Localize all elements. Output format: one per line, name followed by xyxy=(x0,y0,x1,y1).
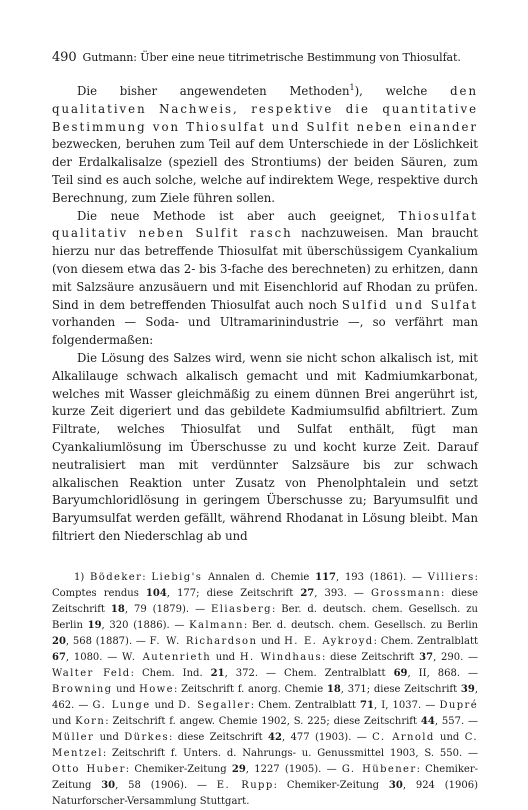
author-name: F. W. Richardson xyxy=(149,635,258,647)
volume-number: 104 xyxy=(145,587,167,599)
volume-number: 27 xyxy=(300,587,315,599)
text-run: vorhanden — Soda- und Ultramarinindustrie —, so verfährt man folgendermaßen: xyxy=(52,315,478,348)
author-name: G. Hübener xyxy=(341,763,417,775)
text-run: : Chemiker-Zeitung xyxy=(273,779,389,791)
text-run: , 393. — xyxy=(314,587,371,599)
text-run: : Chem. Ind. xyxy=(130,667,211,679)
emphasis-text: Thiosulfat qualitativ neben Sulfit rasch xyxy=(52,208,478,241)
text-run: bezwecken, beruhen zum Teil auf dem Unterschiede in der Löslichkeit der Erdalkalisalze (speziell des Strontiums) der beiden Säuren, zum Teil sind es auch solche, welche auf indirektem Wege, respektive durch Berechnung, zum Ziele führen sollen. xyxy=(52,137,478,205)
author-name: Walter Feld xyxy=(52,667,131,679)
text-run: und xyxy=(52,715,76,727)
text-run: und xyxy=(434,731,465,743)
text-run: und xyxy=(257,635,285,647)
text-run: und xyxy=(94,731,125,743)
author-name: Eliasberg xyxy=(211,603,272,615)
text-run: , 1080. — xyxy=(65,651,122,663)
text-run: , 290. — xyxy=(433,651,479,663)
text-run: , 79 (1879). — xyxy=(124,603,212,615)
author-name: W. Autenrieth xyxy=(121,651,212,663)
author-name: C. Arnold xyxy=(372,731,435,743)
emphasis-text: Sulfid und Sulfat xyxy=(341,297,478,312)
volume-number: 71 xyxy=(360,699,374,711)
text-run: : Chem. Zentralblatt xyxy=(250,699,361,711)
text-run: : Chemiker-Zeitung xyxy=(52,763,479,791)
text-run: , II, 868. — xyxy=(407,667,479,679)
footnote-ref: 1 xyxy=(349,83,355,93)
text-run: : Zeitschrift f. Unters. d. Nahrungs- u. Genussmittel 1903, S. 550. — xyxy=(102,747,478,759)
text-run: : Chem. Zentralblatt xyxy=(373,635,479,647)
author-name: Korn xyxy=(75,715,106,727)
author-name: Browning xyxy=(52,683,113,695)
text-run: , 58 (1906). — xyxy=(115,779,217,791)
author-name: Liebig's xyxy=(151,571,203,583)
text-run: , 557. — xyxy=(434,715,478,727)
author-name: G. Lunge xyxy=(92,699,151,711)
text-run: : diese Zeitschrift xyxy=(168,731,269,743)
volume-number: 39 xyxy=(460,683,475,695)
volume-number: 44 xyxy=(420,715,435,727)
author-name: Dupré xyxy=(439,699,479,711)
footnote-marker: 1) xyxy=(74,571,85,583)
author-name: H. Windhaus xyxy=(239,651,322,663)
paragraph-1 xyxy=(52,83,478,208)
author-name: Bödeker xyxy=(90,571,143,583)
volume-number: 30 xyxy=(388,779,403,791)
text-run: , 477 (1903). — xyxy=(281,731,373,743)
volume-number: 37 xyxy=(419,651,434,663)
text-run: : Zeitschrift f. angew. Chemie 1902, S. 225; diese Zeitschrift xyxy=(105,715,421,727)
text-run: ), welche xyxy=(354,84,451,98)
text-run: , 320 (1886). — xyxy=(101,619,190,631)
volume-number: 42 xyxy=(268,731,282,743)
author-name: Müller xyxy=(52,731,95,743)
text-run: : diese Zeitschrift xyxy=(52,587,478,615)
footnote-1 xyxy=(52,570,478,810)
text-run: : Ber. d. deutsch. chem. Gesellsch. zu Berlin xyxy=(52,603,478,631)
volume-number: 18 xyxy=(326,683,341,695)
page-number: 490 xyxy=(52,50,77,65)
text-run: , 193 (1861). — xyxy=(336,571,428,583)
text-run: Die neue Methode ist aber auch geeignet, xyxy=(77,208,399,223)
author-name: Dürkes xyxy=(124,731,169,743)
volume-number: 21 xyxy=(210,667,225,679)
text-run: : Ber. d. deutsch. chem. Gesellsch. zu Berlin xyxy=(243,619,478,631)
text-run: Annalen d. Chemie xyxy=(202,571,316,583)
volume-number: 29 xyxy=(231,763,246,775)
text-run: und xyxy=(150,699,179,711)
author-name: Otto Huber xyxy=(52,763,126,775)
volume-number: 18 xyxy=(110,603,125,615)
volume-number: 69 xyxy=(393,667,408,679)
text-run: nachzuweisen. Man braucht hierzu nur das betreffende Thiosulfat mit überschüssigem Cyankalium (von diesem etwa das 2- bis 3-fache des berechneten) zu erhitzen, dann mit Salzsäure anzusäuern und mit Eisenchlorid auf Rhodan zu prüfen. Sind in dem betreffenden Thiosulfat auch noch xyxy=(52,226,478,312)
volume-number: 20 xyxy=(52,635,66,647)
text-run: , 371; diese Zeitschrift xyxy=(340,683,461,695)
text-run: : Zeitschrift f. anorg. Chemie xyxy=(173,683,327,695)
paragraph-2 xyxy=(52,208,478,350)
text-run: , 462. — xyxy=(52,683,478,711)
text-run: : xyxy=(142,571,152,583)
paragraph-3: Die Lösung des Salzes wird, wenn sie nicht schon alkalisch ist, mit Alkalilauge schwach alkalisch gemacht und mit Kadmiumkarbonat, welches mit Wasser gleichmäßig zu einem dünnen Brei angerührt ist, kurze Zeit digeriert und das gebildete Kadmiumsulfid abfiltriert. Zum Filtrate, welches Thiosulfat und Sulfat enthält, fügt man Cyankaliumlösung im Überschusse zu und kocht kurze Zeit. Darauf neutralisiert man mit verdünnter Salzsäure bis zur schwach alkalischen Reaktion unter Zusatz von Phenolphtalein und setzt Baryumchloridlösung in geringem Überschusse zu; Baryumsulfit und Baryumsulfat werden gefällt, während Rhodanat in Lösung bleibt. Man filtriert den Niederschlag ab und xyxy=(52,350,478,543)
author-name: H. E. Aykroyd xyxy=(284,635,374,647)
emphasis-text: den qualitativen Nachweis, respektive die quantitative Bestimmung von Thiosulfat und Sulfit neben einander xyxy=(52,84,478,134)
volume-number: 19 xyxy=(87,619,102,631)
text-run: und xyxy=(211,651,240,663)
author-name: Villiers xyxy=(427,571,475,583)
footnotes xyxy=(52,570,478,810)
running-title: Gutmann: Über eine neue titrimetrische Bestimmung von Thiosulfat. xyxy=(82,51,461,64)
author-name: Kalmann xyxy=(189,619,244,631)
text-run: , 924 (1906) Naturforscher-Versammlung Stuttgart. xyxy=(52,779,479,807)
author-name: C. Mentzel xyxy=(52,731,478,759)
text-run: und xyxy=(112,683,140,695)
volume-number: 30 xyxy=(101,779,116,791)
author-name: Grossmann xyxy=(370,587,441,599)
text-run: , I, 1037. — xyxy=(373,699,440,711)
volume-number: 117 xyxy=(315,571,336,583)
author-name: D. Segaller xyxy=(178,699,251,711)
text-run: : Comptes rendus xyxy=(52,571,478,599)
author-name: E. Rupp xyxy=(216,779,274,791)
text-run: : diese Zeitschrift xyxy=(322,651,420,663)
text-run: , 1227 (1905). — xyxy=(245,763,342,775)
running-header xyxy=(52,50,478,65)
text-run: , 177; diese Zeitschrift xyxy=(166,587,301,599)
text-run: , 568 (1887). — xyxy=(65,635,150,647)
body-text xyxy=(52,83,478,546)
author-name: Howe xyxy=(139,683,174,695)
text-run: , 372. — Chem. Zentralblatt xyxy=(224,667,394,679)
text-run: : Chemiker-Zeitung xyxy=(125,763,232,775)
text-run: Die bisher angewendeten Methoden xyxy=(77,84,350,98)
volume-number: 67 xyxy=(52,651,66,663)
